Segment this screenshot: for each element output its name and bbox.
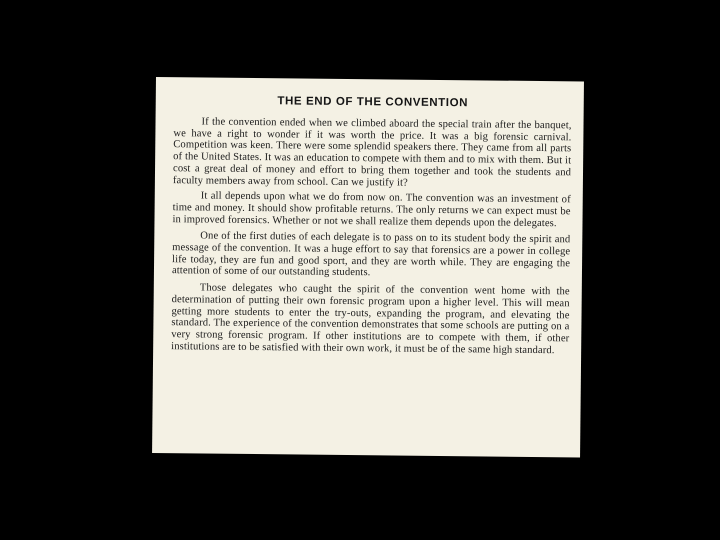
paragraph-4: Those delegates who caught the spirit of the convention went home with the determination of putting their own forensic program upon a higher level. This will mean getting more students to enter the try-outs, expanding the program, and elevating the standard. The experience of the convention demonstrates that some schools are putting on a very strong forensic program. If other institutions are to compete with them, if other institutions are to be satisfied with their own work, it must be of the same high standard. (171, 282, 570, 356)
document-page (152, 77, 584, 457)
article-title: THE END OF THE CONVENTION (277, 95, 469, 110)
paragraph-3: One of the first duties of each delegate is to pass on to its student body the spirit and message of the convention. It was a huge effort to say that forensics are a power in college life today, they are fun and good sport, and they are worth while. They are engaging the attention of some of our outstanding students. (171, 230, 571, 279)
paragraph-1: If the convention ended when we climbed aboard the special train after the banquet, we have a right to wonder if it was worth the price. It was a big forensic carnival. Competition was keen. There were some splendid speakers there. They came from all parts of the United States. It was an education to compete with them and to mix with them. But it cost a great deal of money and effort to bring them together and took the students and faculty members away from school. Can we justify it? (172, 116, 572, 189)
paragraph-2: It all depends upon what we do from now on. The convention was an investment of time and money. It should show profitable returns. The only returns we can expect must be in improved forensics. Whether or not we shall realize them depends upon the delegates. (172, 190, 571, 229)
